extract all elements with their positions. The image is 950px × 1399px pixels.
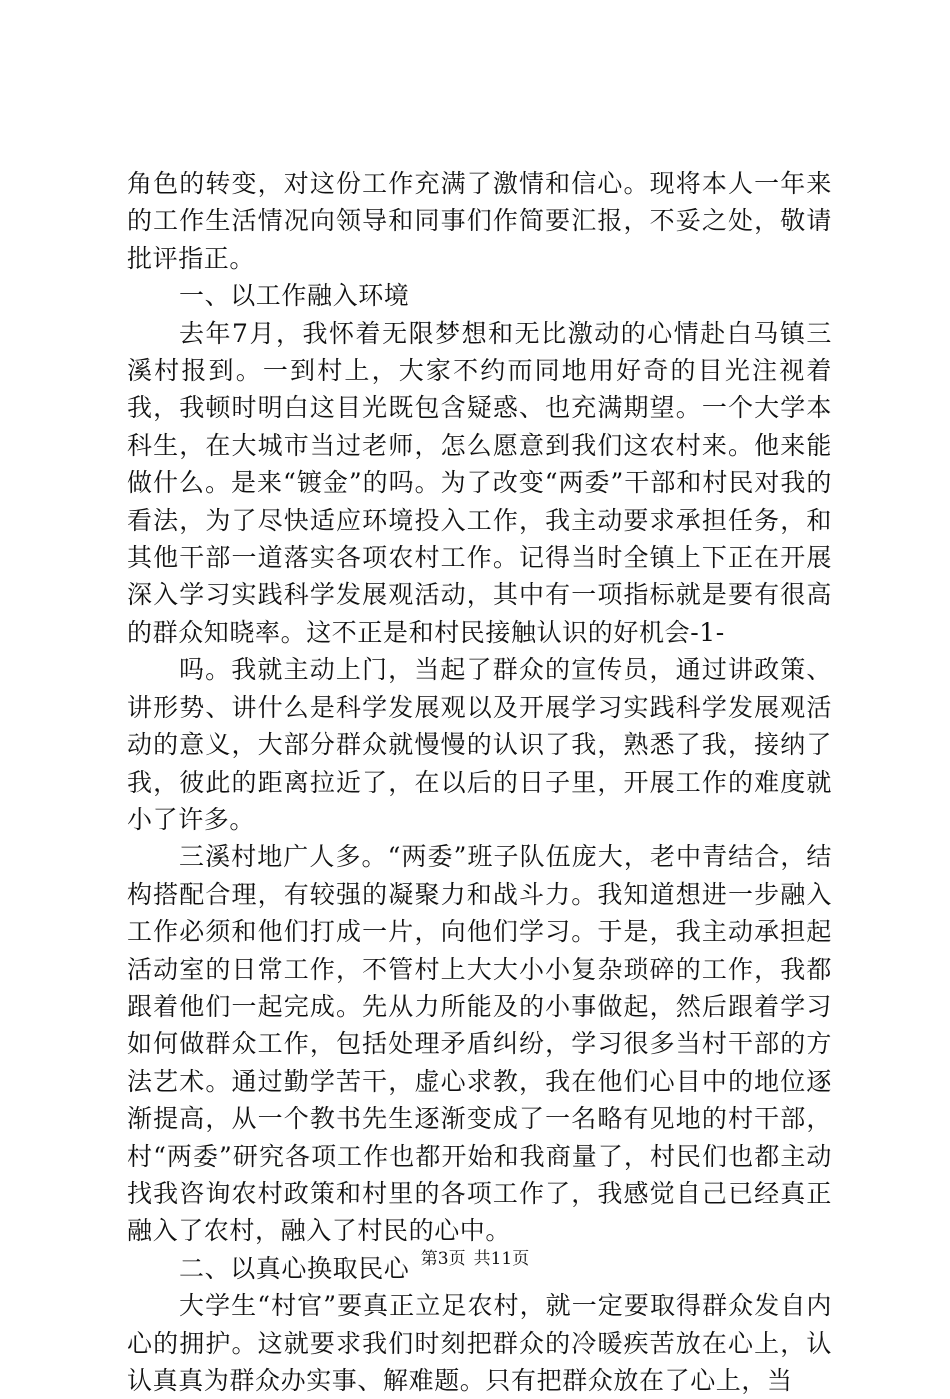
section-heading-1: 一、以工作融入环境 — [179, 281, 410, 311]
section-heading-2: 二、以真心换取民心 — [179, 1253, 410, 1283]
page-footer — [0, 1244, 950, 1269]
document-body — [127, 165, 832, 1399]
page-total: 共11页 — [473, 1249, 530, 1269]
page-number: 第3页 — [420, 1249, 466, 1269]
paragraph-continued: 角色的转变，对这份工作充满了激情和信心。现将本人一年来的工作生活情况向领导和同事们作简要汇报，不妥之处，敬请批评指正。 — [127, 169, 832, 273]
paragraph: 大学生“村官”要真正立足农村，就一定要取得群众发自内心的拥护。这就要求我们时刻把群众的冷暖疾苦放在心上，认认真真为群众办实事、解难题。只有把群众放在了心上，当 — [127, 1291, 832, 1395]
paragraph: 去年7月，我怀着无限梦想和无比激动的心情赴白马镇三溪村报到。一到村上，大家不约而同地用好奇的目光注视着我，我顿时明白这目光既包含疑惑、也充满期望。一个大学本科生，在大城市当过老师，怎么愿意到我们这农村来。他来能做什么。是来“镀金”的吗。为了改变“两委”干部和村民对我的看法，为了尽快适应环境投入工作，我主动要求承担任务，和其他干部一道落实各项农村工作。记得当时全镇上下正在开展深入学习实践科学发展观活动，其中有一项指标就是要有很高的群众知晓率。这不正是和村民接触认识的好机会-1- — [127, 318, 832, 647]
paragraph: 吗。我就主动上门，当起了群众的宣传员，通过讲政策、讲形势、讲什么是科学发展观以及开展学习实践科学发展观活动的意义，大部分群众就慢慢的认识了我，熟悉了我，接纳了我，彼此的距离拉近了，在以后的日子里，开展工作的难度就小了许多。 — [127, 655, 832, 834]
paragraph: 三溪村地广人多。“两委”班子队伍庞大，老中青结合，结构搭配合理，有较强的凝聚力和战斗力。我知道想进一步融入工作必须和他们打成一片，向他们学习。于是，我主动承担起活动室的日常工作，不管村上大大小小复杂琐碎的工作，我都跟着他们一起完成。先从力所能及的小事做起，然后跟着学习如何做群众工作，包括处理矛盾纠纷，学习很多当村干部的方法艺术。通过勤学苦干，虚心求教，我在他们心目中的地位逐渐提高，从一个教书先生逐渐变成了一名略有见地的村干部，村“两委”研究各项工作也都开始和我商量了，村民们也都主动找我咨询农村政策和村里的各项工作了，我感觉自己已经真正融入了农村，融入了村民的心中。 — [127, 842, 832, 1246]
